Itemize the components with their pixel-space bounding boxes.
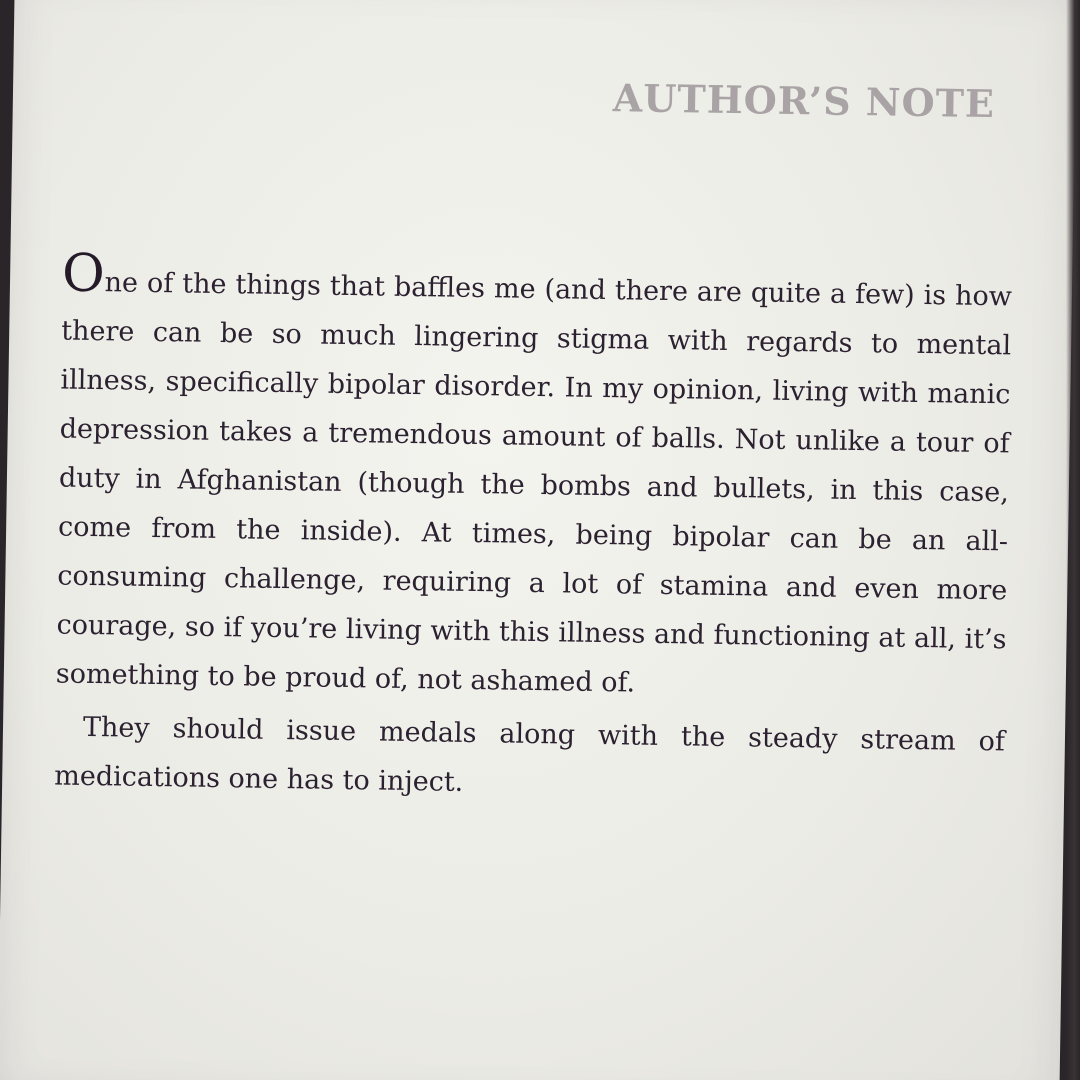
paragraph-1: [55, 243, 1013, 714]
paragraph-2: They should issue medals along with the steady stream of medications one has to inject.: [54, 711, 1006, 798]
paragraph-1-text: ne of the things that baffles me (and there are quite a few) is how there can be so much lingering stigma with regards to mental illness, specifically bipolar disorder. In my opinion, living with manic depression takes a tremendous amount of balls. Not unlike a tour of duty in Afghanistan (though the bombs and bullets, in this case, come from the inside). At times, being bipolar can be an all-consuming challenge, requiring a lot of stamina and even more courage, so if you’re living with this illness and functioning at all, it’s something to be proud of, not ashamed of.: [55, 267, 1013, 699]
page-heading: AUTHOR’S NOTE: [612, 75, 996, 127]
body-text: [54, 243, 1013, 816]
page-edge-shadow: [1066, 0, 1080, 1080]
drop-cap: O: [61, 243, 106, 305]
